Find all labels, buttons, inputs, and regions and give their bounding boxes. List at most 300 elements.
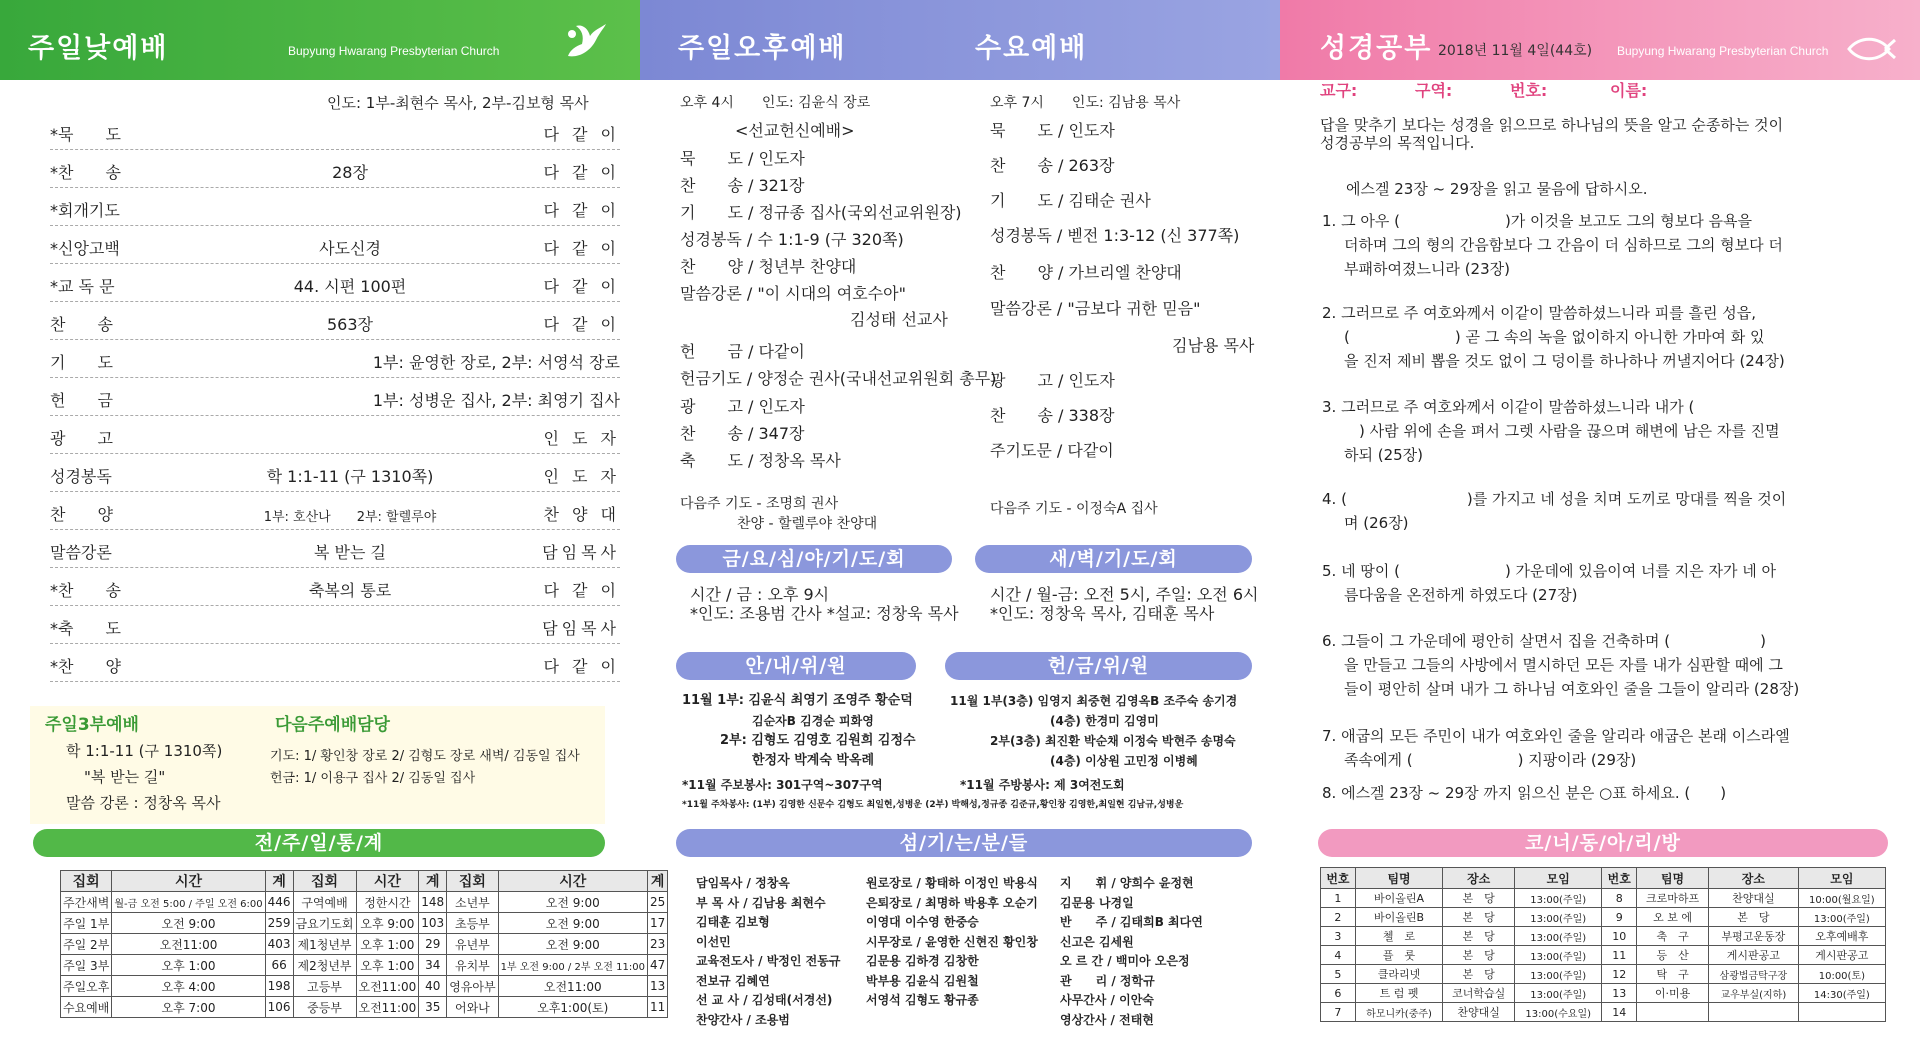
club-cell: 첼 로 (1355, 927, 1442, 946)
club-cell: 찬양대실 (1708, 889, 1798, 908)
club-cell: 4 (1321, 946, 1356, 965)
stats-cell: 오후 1:00 (356, 955, 419, 976)
table-row (61, 913, 668, 934)
question-line: ) 사람 위에 손을 펴서 그렛 사람을 끊으며 해변에 남은 자를 진멸 (1344, 422, 1780, 440)
stats-cell: 오후 9:00 (356, 913, 419, 934)
staff-line: 지 휘 / 양희수 윤정현 (1060, 876, 1194, 890)
stats-cell: 34 (419, 955, 447, 976)
club-cell: 축 구 (1637, 927, 1709, 946)
club-cell: 13:00(주일) (1515, 908, 1602, 927)
club-cell: 등 산 (1637, 946, 1709, 965)
question-line: 을 진저 제비 뽑을 것도 없이 그 덩이를 하나하나 꺼낼지어다 (24장) (1344, 352, 1785, 370)
stats-cell: 오전 9:00 (498, 892, 647, 913)
club-header-cell: 모임 (1798, 868, 1885, 889)
stats-cell: 주일 1부 (61, 913, 112, 934)
stats-cell: 17 (647, 913, 667, 934)
table-row (1321, 908, 1886, 927)
stats-cell: 오전11:00 (356, 976, 419, 997)
staff-title: 섬/기/는/분/들 (676, 829, 1252, 857)
order-item-name: *찬 송 (50, 581, 121, 600)
club-cell: 오 보 에 (1637, 908, 1709, 927)
friday-prayer-line: *인도: 조용범 간사 *설교: 정창욱 목사 (690, 604, 959, 623)
afternoon-order-line: <선교헌신예배> (735, 121, 855, 140)
question-line: 1. 그 아우 ( )가 이것을 보고도 그의 형보다 음욕을 (1322, 212, 1752, 230)
question-line: 하되 (25장) (1344, 446, 1424, 464)
dawn-prayer-line: 시간 / 월-금: 오전 5시, 주일: 오전 6시 (990, 585, 1259, 604)
afternoon-order-line: 헌금기도 / 양정순 권사(국내선교위원회 총무) (680, 369, 997, 388)
staff-line: 관 리 / 정학규 (1060, 973, 1155, 988)
order-item-name: *회개기도 (50, 201, 120, 220)
club-cell: 13:00(주일) (1798, 908, 1885, 927)
order-item-name: 말씀강론 (50, 543, 112, 562)
order-row (50, 614, 620, 644)
staff-line: 박부용 김윤식 김원철 (866, 973, 979, 988)
club-cell: 탁 구 (1637, 965, 1709, 984)
staff-line: 서영석 김형도 황규종 (866, 993, 979, 1007)
stats-header-cell: 계 (419, 871, 447, 892)
bible-study-title: 성경공부 (1320, 33, 1433, 64)
friday-prayer-line: 시간 / 금 : 오후 9시 (690, 585, 830, 604)
stats-cell: 유년부 (447, 934, 498, 955)
order-item-leader: 다 같 이 (543, 201, 620, 220)
stats-cell: 수요예배 (61, 997, 112, 1018)
order-item-name: 찬 송 (50, 315, 113, 334)
club-cell: 부평고운동장 (1708, 927, 1798, 946)
guide-line: 2부: 김형도 김영호 김원희 김정수 (720, 733, 916, 748)
parking-service-note: *11월 주차봉사: (1부) 김영한 신문수 김형도 최일현,성병운 (2부) 박해성,정규종 김준규,황인창 김영한,최일현 김남규,성병운 (682, 800, 1184, 810)
order-item-name: *교 독 문 (50, 277, 115, 296)
question-line: 4. ( )를 가지고 네 성을 치며 도끼로 망대를 찍을 것이 (1322, 490, 1787, 508)
stats-cell: 오전 9:00 (498, 913, 647, 934)
stats-cell: 정한시간 (356, 892, 419, 913)
offering-line: (4층) 한경미 김영미 (1050, 714, 1159, 728)
stats-cell: 446 (265, 892, 293, 913)
stats-title: 전/주/일/통/계 (33, 829, 605, 857)
wednesday-order-line: 김남용 목사 (1172, 336, 1255, 355)
club-cell: 13:00(주일) (1515, 927, 1602, 946)
stats-cell: 유치부 (447, 955, 498, 976)
order-item-name: *찬 양 (50, 657, 121, 676)
club-cell: 본 당 (1443, 889, 1515, 908)
wednesday-order-line: 말씀강론 / "금보다 귀한 믿음" (990, 299, 1201, 318)
order-item-name: *찬 송 (50, 163, 121, 182)
staff-line: 이선민 (696, 934, 731, 949)
order-item-name: 광 고 (50, 429, 113, 448)
wednesday-order-line: 성경봉독 / 벧전 1:3-12 (신 377쪽) (990, 226, 1240, 245)
order-item-leader: 다 같 이 (543, 315, 620, 334)
order-item-name: 찬 양 (50, 505, 113, 524)
club-cell: 플 룻 (1355, 946, 1442, 965)
afternoon-order-line: 성경봉독 / 수 1:1-9 (구 320쪽) (680, 230, 904, 249)
stats-cell: 1부 오전 9:00 / 2부 오전 11:00 (498, 955, 647, 976)
club-cell: 10:00(월요일) (1798, 889, 1885, 908)
question-line: 2. 그러므로 주 여호와께서 이같이 말씀하셨느니라 피를 흘린 성읍, (1322, 304, 1756, 322)
stats-cell: 40 (419, 976, 447, 997)
afternoon-order-line: 찬 양 / 청년부 찬양대 (680, 257, 857, 276)
table-row (61, 892, 668, 913)
club-header-cell: 번호 (1321, 868, 1356, 889)
issue-date: 2018년 11월 4일(44호) (1438, 43, 1593, 59)
order-item-leader: 다 같 이 (543, 657, 620, 676)
club-cell: 11 (1602, 946, 1637, 965)
staff-line: 은퇴장로 / 최명하 박용후 오순기 (866, 895, 1038, 910)
wednesday-order-line: 찬 송 / 338장 (990, 406, 1115, 425)
club-cell: 코너학습실 (1443, 984, 1515, 1003)
club-cell (1708, 1003, 1798, 1022)
club-cell: 13:00(주일) (1515, 984, 1602, 1003)
stats-cell: 어와나 (447, 997, 498, 1018)
stats-cell: 오후 1:00 (356, 934, 419, 955)
staff-line: 영상간사 / 전태현 (1060, 1012, 1154, 1027)
order-row (50, 462, 620, 492)
stats-cell: 오전 9:00 (112, 913, 265, 934)
stats-cell: 구역예배 (293, 892, 356, 913)
next-duty-line: 기도: 1/ 황인창 장로 2/ 김형도 장로 새벽/ 김동일 집사 (270, 749, 580, 764)
stats-header-cell: 시간 (112, 871, 265, 892)
third-service-line: "복 받는 길" (84, 768, 166, 786)
order-item-leader: 1부: 성병운 집사, 2부: 최영기 집사 (372, 391, 620, 410)
staff-line: 사무간사 / 이안숙 (1060, 993, 1154, 1007)
order-item-content: 사도신경 (319, 239, 381, 258)
order-row (50, 234, 620, 264)
table-row (61, 997, 668, 1018)
guide-line: 한정자 박계숙 박옥례 (752, 753, 875, 768)
third-service-title: 주일3부예배 (45, 715, 139, 735)
afternoon-order-line: 다음주 기도 - 조명희 권사 (680, 496, 839, 512)
question-line: 5. 네 땅이 ( ) 가운데에 있음이여 너를 지은 자가 네 아 (1322, 562, 1777, 580)
staff-line: 시무장로 / 윤영한 신현진 황인창 (866, 934, 1038, 949)
club-cell: 13:00(주일) (1515, 946, 1602, 965)
club-cell: 12 (1602, 965, 1637, 984)
wednesday-order-line: 묵 도 / 인도자 (990, 121, 1115, 140)
club-cell: 본 당 (1443, 908, 1515, 927)
wednesday-order-line: 기 도 / 김태순 권사 (990, 191, 1151, 210)
club-header-cell: 팀명 (1637, 868, 1709, 889)
club-table (1320, 867, 1886, 1022)
sunday-morning-header (0, 0, 640, 80)
staff-line: 반 주 / 김태희B 최다연 (1060, 915, 1203, 929)
club-header-cell: 번호 (1602, 868, 1637, 889)
staff-line: 김태훈 김보형 (696, 915, 770, 929)
club-cell: 13:00(주일) (1515, 965, 1602, 984)
club-cell (1798, 1003, 1885, 1022)
order-item-content: 563장 (327, 315, 373, 334)
order-item-content: 복 받는 길 (314, 543, 386, 562)
order-row (50, 348, 620, 378)
offering-line: 2부(3층) 최진환 박순채 이정숙 박현주 송명숙 (990, 734, 1236, 748)
intro-line: 답을 맞추기 보다는 성경을 읽으므로 하나님의 뜻을 알고 순종하는 것이 (1320, 116, 1784, 134)
wednesday-order-line: 광 고 / 인도자 (990, 371, 1115, 390)
club-title: 코/너/동/아/리/방 (1318, 829, 1888, 857)
stats-cell: 제2청년부 (293, 955, 356, 976)
table-row (1321, 927, 1886, 946)
stats-cell: 35 (419, 997, 447, 1018)
order-item-leader: 인 도 자 (543, 429, 620, 448)
order-item-content: 학 1:1-11 (구 1310쪽) (266, 467, 434, 486)
table-row (1321, 965, 1886, 984)
table-row (61, 934, 668, 955)
staff-line: 신고은 김세원 (1060, 934, 1134, 949)
afternoon-order-line: 기 도 / 정규종 집사(국외선교위원장) (680, 203, 962, 222)
order-item-content: 1부: 호산나 2부: 할렐루야 (263, 510, 437, 525)
club-cell: 바이올린A (1355, 889, 1442, 908)
staff-line: 부 목 사 / 김남용 최현수 (696, 895, 826, 910)
club-cell: 5 (1321, 965, 1356, 984)
third-service-line: 말씀 강론 : 정창옥 목사 (66, 794, 221, 812)
stats-header-cell: 집회 (293, 871, 356, 892)
order-row (50, 500, 620, 530)
stats-cell: 오전11:00 (356, 997, 419, 1018)
dawn-prayer-line: *인도: 정창욱 목사, 김태훈 목사 (990, 604, 1215, 623)
staff-line: 김문용 김하경 김창한 (866, 954, 979, 968)
order-item-leader: 인 도 자 (543, 467, 620, 486)
table-row (1321, 946, 1886, 965)
order-row (50, 424, 620, 454)
instruction: 에스겔 23장 ~ 29장을 읽고 물음에 답하시오. (1346, 180, 1648, 198)
stats-header-cell: 집회 (447, 871, 498, 892)
field-group: 구역: (1415, 81, 1453, 100)
staff-line: 담임목사 / 정창옥 (696, 876, 790, 890)
table-row (1321, 1003, 1886, 1022)
club-cell: 13:00(수요일) (1515, 1003, 1602, 1022)
club-cell: 14 (1602, 1003, 1637, 1022)
order-item-name: *묵 도 (50, 125, 121, 144)
order-row (50, 272, 620, 302)
question-line: 3. 그러므로 주 여호와께서 이같이 말씀하셨느니라 내가 ( (1322, 398, 1695, 416)
stats-cell: 주일 2부 (61, 934, 112, 955)
offering-line: 11월 1부(3층) 임영지 최중현 김영옥B 조주숙 송기경 (950, 694, 1238, 708)
order-item-leader: 1부: 윤영한 장로, 2부: 서영석 장로 (372, 353, 620, 372)
club-cell (1637, 1003, 1709, 1022)
stats-cell: 주일 3부 (61, 955, 112, 976)
club-header-cell: 모임 (1515, 868, 1602, 889)
club-cell: 바이올린B (1355, 908, 1442, 927)
club-cell: 9 (1602, 908, 1637, 927)
order-item-leader: 다 같 이 (543, 581, 620, 600)
club-cell: 삼광법금탁구장 (1708, 965, 1798, 984)
stats-cell: 23 (647, 934, 667, 955)
order-row (50, 196, 620, 226)
stats-cell: 오후 1:00 (112, 955, 265, 976)
table-row (1321, 889, 1886, 908)
offering-committee-title: 헌/금/위/원 (945, 652, 1252, 680)
question-line: 부패하여졌느니라 (23장) (1344, 260, 1510, 278)
bible-study-column (1280, 0, 1920, 1061)
wednesday-order-line: 찬 양 / 가브리엘 찬양대 (990, 263, 1182, 282)
order-row (50, 158, 620, 188)
club-cell: 8 (1602, 889, 1637, 908)
stats-cell: 주일오후 (61, 976, 112, 997)
stats-cell: 중등부 (293, 997, 356, 1018)
club-cell: 이·미용 (1637, 984, 1709, 1003)
question-line: 7. 애굽의 모든 주민이 내가 여호와인 줄을 알리라 애굽은 본래 이스라엘 (1322, 727, 1790, 745)
club-cell: 14:30(주일) (1798, 984, 1885, 1003)
stats-cell: 오후 7:00 (112, 997, 265, 1018)
order-item-name: 기 도 (50, 353, 113, 372)
stats-header-cell: 시간 (498, 871, 647, 892)
bible-study-header (1280, 0, 1920, 80)
order-row (50, 310, 620, 340)
afternoon-order-line: 말씀강론 / "이 시대의 여호수아" (680, 284, 906, 303)
field-name: 이름: (1610, 81, 1648, 100)
club-cell: 게시판공고 (1708, 946, 1798, 965)
stats-cell: 11 (647, 997, 667, 1018)
staff-line: 찬양간사 / 조용범 (696, 1012, 790, 1027)
stats-cell: 고등부 (293, 976, 356, 997)
order-row (50, 120, 620, 150)
question-line: ( ) 곧 그 속의 녹을 없이하지 아니한 가마여 화 있 (1344, 328, 1765, 346)
order-item-content: 28장 (332, 163, 368, 182)
stats-cell: 47 (647, 955, 667, 976)
dawn-prayer-title: 새/벽/기/도/회 (975, 545, 1252, 573)
staff-line: 선 교 사 / 김성태(서경선) (696, 993, 833, 1007)
church-name-pink: Bupyung Hwarang Presbyterian Church (1617, 44, 1829, 58)
staff-line: 오 르 간 / 백미아 오은정 (1060, 954, 1190, 968)
friday-prayer-title: 금/요/심/야/기/도/회 (676, 545, 952, 573)
club-cell: 오후예배후 (1798, 927, 1885, 946)
stats-cell: 66 (265, 955, 293, 976)
wednesday-order-line: 다음주 기도 - 이정숙A 집사 (990, 501, 1158, 517)
third-service-line: 학 1:1-11 (구 1310쪽) (66, 742, 223, 760)
wednesday-order-line: 주기도문 / 다같이 (990, 441, 1114, 460)
order-item-name: *신앙고백 (50, 239, 120, 258)
club-cell: 10 (1602, 927, 1637, 946)
bulletin-service-note: *11월 주보봉사: 301구역~307구역 (682, 778, 883, 792)
stats-cell: 영유아부 (447, 976, 498, 997)
afternoon-order-line: 찬 송 / 347장 (680, 424, 805, 443)
staff-line: 이영대 이수영 한중승 (866, 915, 979, 929)
club-cell: 교우부실(지하) (1708, 984, 1798, 1003)
stats-cell: 초등부 (447, 913, 498, 934)
afternoon-header (640, 0, 1280, 80)
club-cell: 클라리넷 (1355, 965, 1442, 984)
guide-line: 김순자B 김경순 피화영 (752, 714, 874, 728)
afternoon-wednesday-column (640, 0, 1280, 1061)
afternoon-order-line: 찬양 - 할렐루야 찬양대 (737, 516, 878, 532)
kitchen-service-note: *11월 주방봉사: 제 3여전도회 (960, 778, 1125, 792)
order-item-leader: 다 같 이 (543, 277, 620, 296)
table-row (61, 976, 668, 997)
next-duty-title: 다음주예배담당 (275, 715, 390, 735)
club-cell: 6 (1321, 984, 1356, 1003)
club-cell: 13:00(주일) (1515, 889, 1602, 908)
afternoon-order-line: 광 고 / 인도자 (680, 397, 805, 416)
club-cell: 찬양대실 (1443, 1003, 1515, 1022)
wednesday-title: 수요예배 (975, 33, 1088, 64)
question-line: 족속에게 ( ) 지팡이라 (29장) (1344, 751, 1637, 769)
order-item-leader: 찬 양 대 (543, 505, 620, 524)
church-name: Bupyung Hwarang Presbyterian Church (288, 44, 500, 58)
club-cell: 10:00(토) (1798, 965, 1885, 984)
club-cell: 3 (1321, 927, 1356, 946)
stats-cell: 103 (419, 913, 447, 934)
stats-cell: 오후 4:00 (112, 976, 265, 997)
staff-line: 김문용 나경일 (1060, 895, 1134, 910)
stats-cell: 월-금 오전 5:00 / 주일 오전 6:00 (112, 892, 265, 913)
club-cell: 크로마하프 (1637, 889, 1709, 908)
wednesday-order-line: 오후 7시 인도: 김남용 목사 (990, 95, 1181, 111)
stats-cell: 198 (265, 976, 293, 997)
dove-icon (560, 18, 610, 68)
staff-line: 교육전도사 / 박정인 전동규 (696, 954, 841, 968)
order-item-content: 44. 시편 100편 (293, 277, 407, 296)
stats-cell: 제1청년부 (293, 934, 356, 955)
afternoon-order-line: 헌 금 / 다같이 (680, 342, 805, 361)
order-row (50, 538, 620, 568)
order-item-leader: 다 같 이 (543, 163, 620, 182)
order-row (50, 652, 620, 682)
question-line: 을 만들고 그들의 사방에서 멸시하던 모든 자를 내가 심판할 때에 그 (1344, 656, 1783, 674)
afternoon-title: 주일오후예배 (678, 33, 847, 64)
stats-cell: 오전11:00 (498, 976, 647, 997)
stats-cell: 오전11:00 (112, 934, 265, 955)
question-line: 8. 에스겔 23장 ~ 29장 까지 읽으신 분은 ○표 하세요. ( ) (1322, 784, 1727, 802)
club-header-cell: 장소 (1443, 868, 1515, 889)
order-item-name: 헌 금 (50, 391, 113, 410)
stats-cell: 259 (265, 913, 293, 934)
field-district: 교구: (1320, 81, 1358, 100)
afternoon-order-line: 묵 도 / 인도자 (680, 149, 805, 168)
afternoon-order-line: 김성태 선교사 (850, 310, 948, 329)
afternoon-order-line: 오후 4시 인도: 김윤식 장로 (680, 95, 871, 111)
stats-cell: 403 (265, 934, 293, 955)
club-header-cell: 팀명 (1355, 868, 1442, 889)
intro-line: 성경공부의 목적입니다. (1320, 134, 1475, 152)
order-item-leader: 담임목사 (542, 543, 620, 562)
attendance-table (60, 870, 668, 1018)
club-cell: 본 당 (1443, 927, 1515, 946)
order-row (50, 386, 620, 416)
fish-icon (1845, 34, 1897, 64)
club-cell: 1 (1321, 889, 1356, 908)
stats-header-cell: 계 (265, 871, 293, 892)
order-item-name: 성경봉독 (50, 467, 112, 486)
stats-cell: 주간새벽 (61, 892, 112, 913)
stats-cell: 106 (265, 997, 293, 1018)
stats-cell: 금요기도회 (293, 913, 356, 934)
offering-line: (4층) 이상원 고민정 이병혜 (1050, 754, 1198, 768)
question-line: 며 (26장) (1344, 514, 1409, 532)
club-cell: 게시판공고 (1798, 946, 1885, 965)
club-cell: 본 당 (1443, 946, 1515, 965)
order-item-leader: 다 같 이 (543, 125, 620, 144)
club-cell: 본 당 (1708, 908, 1798, 927)
guide-committee-title: 안/내/위/원 (676, 652, 916, 680)
question-line: 더하며 그의 형의 간음함보다 그 간음이 더 심하므로 그의 형보다 더 (1344, 236, 1783, 254)
club-cell: 13 (1602, 984, 1637, 1003)
club-header-cell: 장소 (1708, 868, 1798, 889)
table-row (1321, 984, 1886, 1003)
staff-line: 원로장로 / 황태하 이정인 박용식 (866, 876, 1038, 890)
club-cell: 2 (1321, 908, 1356, 927)
leader-line: 인도: 1부-최현수 목사, 2부-김보형 목사 (327, 94, 589, 112)
sunday-morning-column (0, 0, 666, 1061)
order-item-content: 축복의 통로 (308, 581, 392, 600)
stats-cell: 25 (647, 892, 667, 913)
club-cell: 7 (1321, 1003, 1356, 1022)
stats-header-cell: 계 (647, 871, 667, 892)
wednesday-order-line: 찬 송 / 263장 (990, 156, 1115, 175)
question-line: 들이 평안히 살며 내가 그 하나님 여호와인 줄을 그들이 알리라 (28장) (1344, 680, 1800, 698)
stats-cell: 29 (419, 934, 447, 955)
club-cell: 본 당 (1443, 965, 1515, 984)
guide-line: 11월 1부: 김윤식 최영기 조영주 황순덕 (682, 693, 913, 708)
table-row (61, 955, 668, 976)
question-line: 6. 그들이 그 가운데에 평안히 살면서 집을 건축하며 ( ) (1322, 632, 1766, 650)
staff-line: 전보규 김혜연 (696, 973, 770, 988)
order-row (50, 576, 620, 606)
stats-cell: 148 (419, 892, 447, 913)
